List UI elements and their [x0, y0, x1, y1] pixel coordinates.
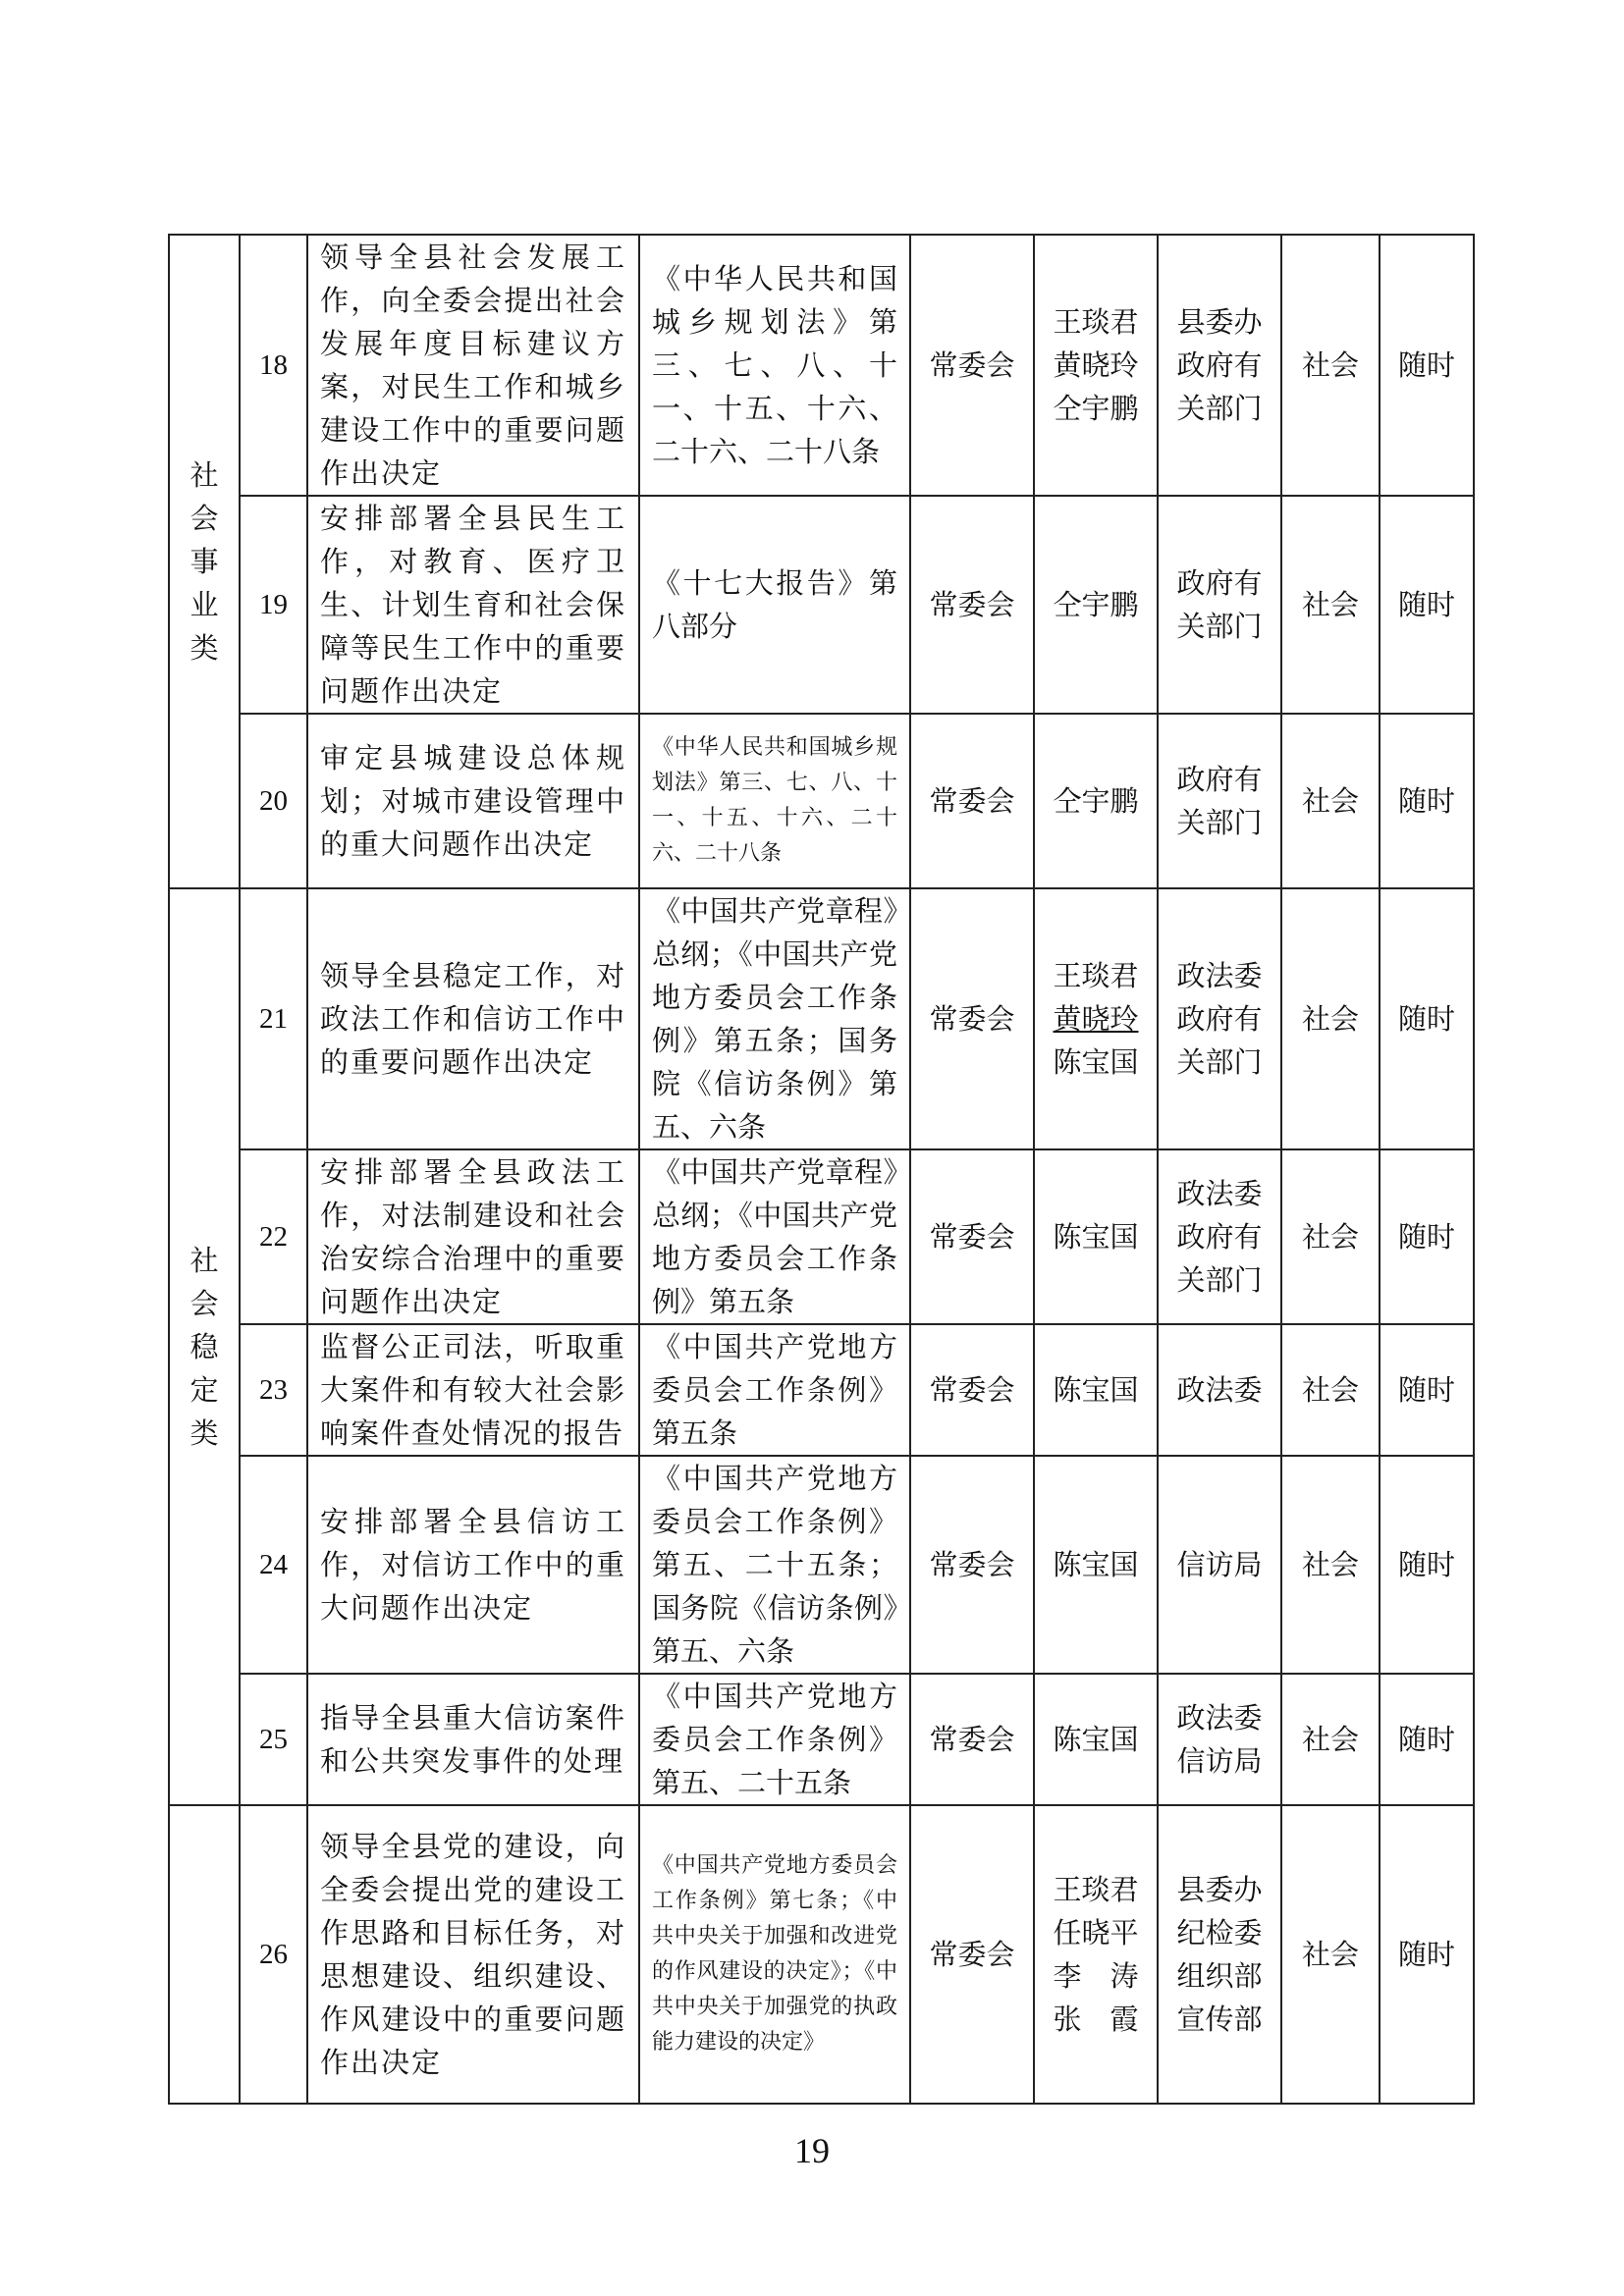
department-name: 政法委 — [1176, 1701, 1263, 1735]
table-row — [169, 714, 1474, 888]
department-list — [1158, 888, 1281, 1149]
department-name: 纪检委 — [1176, 1916, 1263, 1949]
time-cell: 随时 — [1380, 1324, 1474, 1456]
table-row — [169, 496, 1474, 714]
department-name: 信访局 — [1176, 1548, 1263, 1581]
decision-body: 常委会 — [910, 714, 1034, 888]
department-list — [1158, 714, 1281, 888]
leader-list — [1034, 714, 1158, 888]
basis-text: 《中国共产党地方委员会工作条例》第五、二十五条；国务院《信访条例》第五、六条 — [639, 1456, 910, 1674]
category-cell — [169, 235, 240, 888]
department-list — [1158, 1674, 1281, 1805]
department-name: 政府有 — [1176, 1002, 1263, 1036]
leader-list — [1034, 1324, 1158, 1456]
row-number: 23 — [240, 1324, 307, 1456]
department-name: 政府有 — [1176, 566, 1263, 600]
category-char: 类 — [189, 1416, 219, 1450]
decision-matters-table — [168, 234, 1475, 2105]
department-list — [1158, 1805, 1281, 2104]
department-list — [1158, 496, 1281, 714]
department-name: 关部门 — [1176, 610, 1263, 643]
scope-cell: 社会 — [1281, 888, 1380, 1149]
leader-list — [1034, 1149, 1158, 1324]
time-cell: 随时 — [1380, 1149, 1474, 1324]
table-row — [169, 1456, 1474, 1674]
decision-body: 常委会 — [910, 1674, 1034, 1805]
decision-body: 常委会 — [910, 1456, 1034, 1674]
leader-name: 仝宇鹏 — [1053, 588, 1139, 621]
leader-list — [1034, 1674, 1158, 1805]
leader-name: 陈宝国 — [1053, 1220, 1139, 1254]
time-cell: 随时 — [1380, 235, 1474, 496]
department-name: 政法委 — [1176, 1177, 1263, 1210]
row-number: 26 — [240, 1805, 307, 2104]
matter-text: 领导全县社会发展工作，向全委会提出社会发展年度目标建议方案，对民生工作和城乡建设工作中的重要问题作出决定 — [307, 235, 639, 496]
table-row — [169, 888, 1474, 1149]
department-name: 关部门 — [1176, 1263, 1263, 1297]
leader-name: 李 涛 — [1053, 1959, 1139, 1993]
basis-text: 《十七大报告》第八部分 — [639, 496, 910, 714]
department-list — [1158, 235, 1281, 496]
department-name: 政府有 — [1176, 763, 1263, 796]
scope-cell: 社会 — [1281, 1324, 1380, 1456]
table-row — [169, 1324, 1474, 1456]
decision-body: 常委会 — [910, 496, 1034, 714]
category-char: 事 — [189, 545, 219, 578]
matter-text: 指导全县重大信访案件和公共突发事件的处理 — [307, 1674, 639, 1805]
department-name: 组织部 — [1176, 1959, 1263, 1993]
matter-text: 监督公正司法，听取重大案件和有较大社会影响案件查处情况的报告 — [307, 1324, 639, 1456]
basis-text: 《中国共产党章程》总纲；《中国共产党地方委员会工作条例》第五条；国务院《信访条例》第五、六条 — [639, 888, 910, 1149]
department-name: 政法委 — [1176, 959, 1263, 992]
scope-cell: 社会 — [1281, 1456, 1380, 1674]
leader-list — [1034, 888, 1158, 1149]
page-number: 19 — [794, 2131, 830, 2170]
leader-name: 王琰君 — [1053, 959, 1139, 992]
scope-cell: 社会 — [1281, 714, 1380, 888]
leader-name: 陈宝国 — [1053, 1723, 1139, 1756]
row-number: 20 — [240, 714, 307, 888]
matter-text: 领导全县党的建设，向全委会提出党的建设工作思路和目标任务，对思想建设、组织建设、作风建设中的重要问题作出决定 — [307, 1805, 639, 2104]
category-char: 稳 — [189, 1330, 219, 1363]
row-number: 21 — [240, 888, 307, 1149]
basis-text: 《中华人民共和国城乡规划法》第三、七、八、十一、十五、十六、二十六、二十八条 — [639, 235, 910, 496]
department-name: 县委办 — [1176, 305, 1263, 339]
table-row — [169, 235, 1474, 496]
department-name: 县委办 — [1176, 1873, 1263, 1906]
scope-cell: 社会 — [1281, 1805, 1380, 2104]
leader-list — [1034, 1805, 1158, 2104]
decision-body: 常委会 — [910, 888, 1034, 1149]
row-number: 24 — [240, 1456, 307, 1674]
leader-name: 任晓平 — [1053, 1916, 1139, 1949]
leader-name: 黄晓玲 — [1053, 348, 1139, 382]
department-list — [1158, 1456, 1281, 1674]
decision-body: 常委会 — [910, 1324, 1034, 1456]
row-number: 22 — [240, 1149, 307, 1324]
time-cell: 随时 — [1380, 496, 1474, 714]
row-number: 19 — [240, 496, 307, 714]
leader-list — [1034, 496, 1158, 714]
matter-text: 安排部署全县民生工作，对教育、医疗卫生、计划生育和社会保障等民生工作中的重要问题作出决定 — [307, 496, 639, 714]
category-char: 类 — [189, 631, 219, 665]
decision-body: 常委会 — [910, 1149, 1034, 1324]
time-cell: 随时 — [1380, 1456, 1474, 1674]
department-name: 信访局 — [1176, 1744, 1263, 1778]
table-row — [169, 1805, 1474, 2104]
category-char: 会 — [189, 1287, 219, 1320]
leader-name: 王琰君 — [1053, 1873, 1139, 1906]
row-number: 25 — [240, 1674, 307, 1805]
leader-name: 仝宇鹏 — [1053, 392, 1139, 425]
leader-name: 黄晓玲 — [1053, 1002, 1139, 1036]
category-char: 业 — [189, 588, 219, 621]
scope-cell: 社会 — [1281, 496, 1380, 714]
time-cell: 随时 — [1380, 714, 1474, 888]
category-char: 社 — [189, 458, 219, 492]
leader-list — [1034, 1456, 1158, 1674]
category-cell — [169, 1805, 240, 2104]
table-row — [169, 1149, 1474, 1324]
department-name: 关部门 — [1176, 1045, 1263, 1079]
table-row — [169, 1674, 1474, 1805]
department-name: 政府有 — [1176, 1220, 1263, 1254]
department-name: 政法委 — [1176, 1373, 1263, 1407]
leader-name: 陈宝国 — [1053, 1045, 1139, 1079]
leader-name: 陈宝国 — [1053, 1373, 1139, 1407]
department-name: 政府有 — [1176, 348, 1263, 382]
category-char: 社 — [189, 1244, 219, 1277]
basis-text: 《中国共产党地方委员会工作条例》第七条；《中共中央关于加强和改进党的作风建设的决定》；《中共中央关于加强党的执政能力建设的决定》 — [639, 1805, 910, 2104]
category-char: 定 — [189, 1373, 219, 1407]
department-name: 宣传部 — [1176, 2002, 1263, 2036]
leader-name: 仝宇鹏 — [1053, 784, 1139, 818]
matter-text: 审定县城建设总体规划；对城市建设管理中的重大问题作出决定 — [307, 714, 639, 888]
leader-name: 王琰君 — [1053, 305, 1139, 339]
basis-text: 《中国共产党地方委员会工作条例》第五条 — [639, 1324, 910, 1456]
department-name: 关部门 — [1176, 392, 1263, 425]
scope-cell: 社会 — [1281, 1149, 1380, 1324]
matter-text: 领导全县稳定工作，对政法工作和信访工作中的重要问题作出决定 — [307, 888, 639, 1149]
leader-name: 陈宝国 — [1053, 1548, 1139, 1581]
decision-body: 常委会 — [910, 1805, 1034, 2104]
time-cell: 随时 — [1380, 888, 1474, 1149]
time-cell: 随时 — [1380, 1805, 1474, 2104]
department-name: 关部门 — [1176, 806, 1263, 839]
department-list — [1158, 1149, 1281, 1324]
leader-name: 张 霞 — [1053, 2002, 1139, 2036]
basis-text: 《中国共产党地方委员会工作条例》第五、二十五条 — [639, 1674, 910, 1805]
time-cell: 随时 — [1380, 1674, 1474, 1805]
row-number: 18 — [240, 235, 307, 496]
leader-list — [1034, 235, 1158, 496]
matter-text: 安排部署全县信访工作，对信访工作中的重大问题作出决定 — [307, 1456, 639, 1674]
matter-text: 安排部署全县政法工作，对法制建设和社会治安综合治理中的重要问题作出决定 — [307, 1149, 639, 1324]
category-cell — [169, 888, 240, 1805]
scope-cell: 社会 — [1281, 235, 1380, 496]
category-char: 会 — [189, 502, 219, 535]
department-list — [1158, 1324, 1281, 1456]
basis-text: 《中华人民共和国城乡规划法》第三、七、八、十一、十五、十六、二十六、二十八条 — [639, 714, 910, 888]
basis-text: 《中国共产党章程》总纲；《中国共产党地方委员会工作条例》第五条 — [639, 1149, 910, 1324]
decision-body: 常委会 — [910, 235, 1034, 496]
scope-cell: 社会 — [1281, 1674, 1380, 1805]
